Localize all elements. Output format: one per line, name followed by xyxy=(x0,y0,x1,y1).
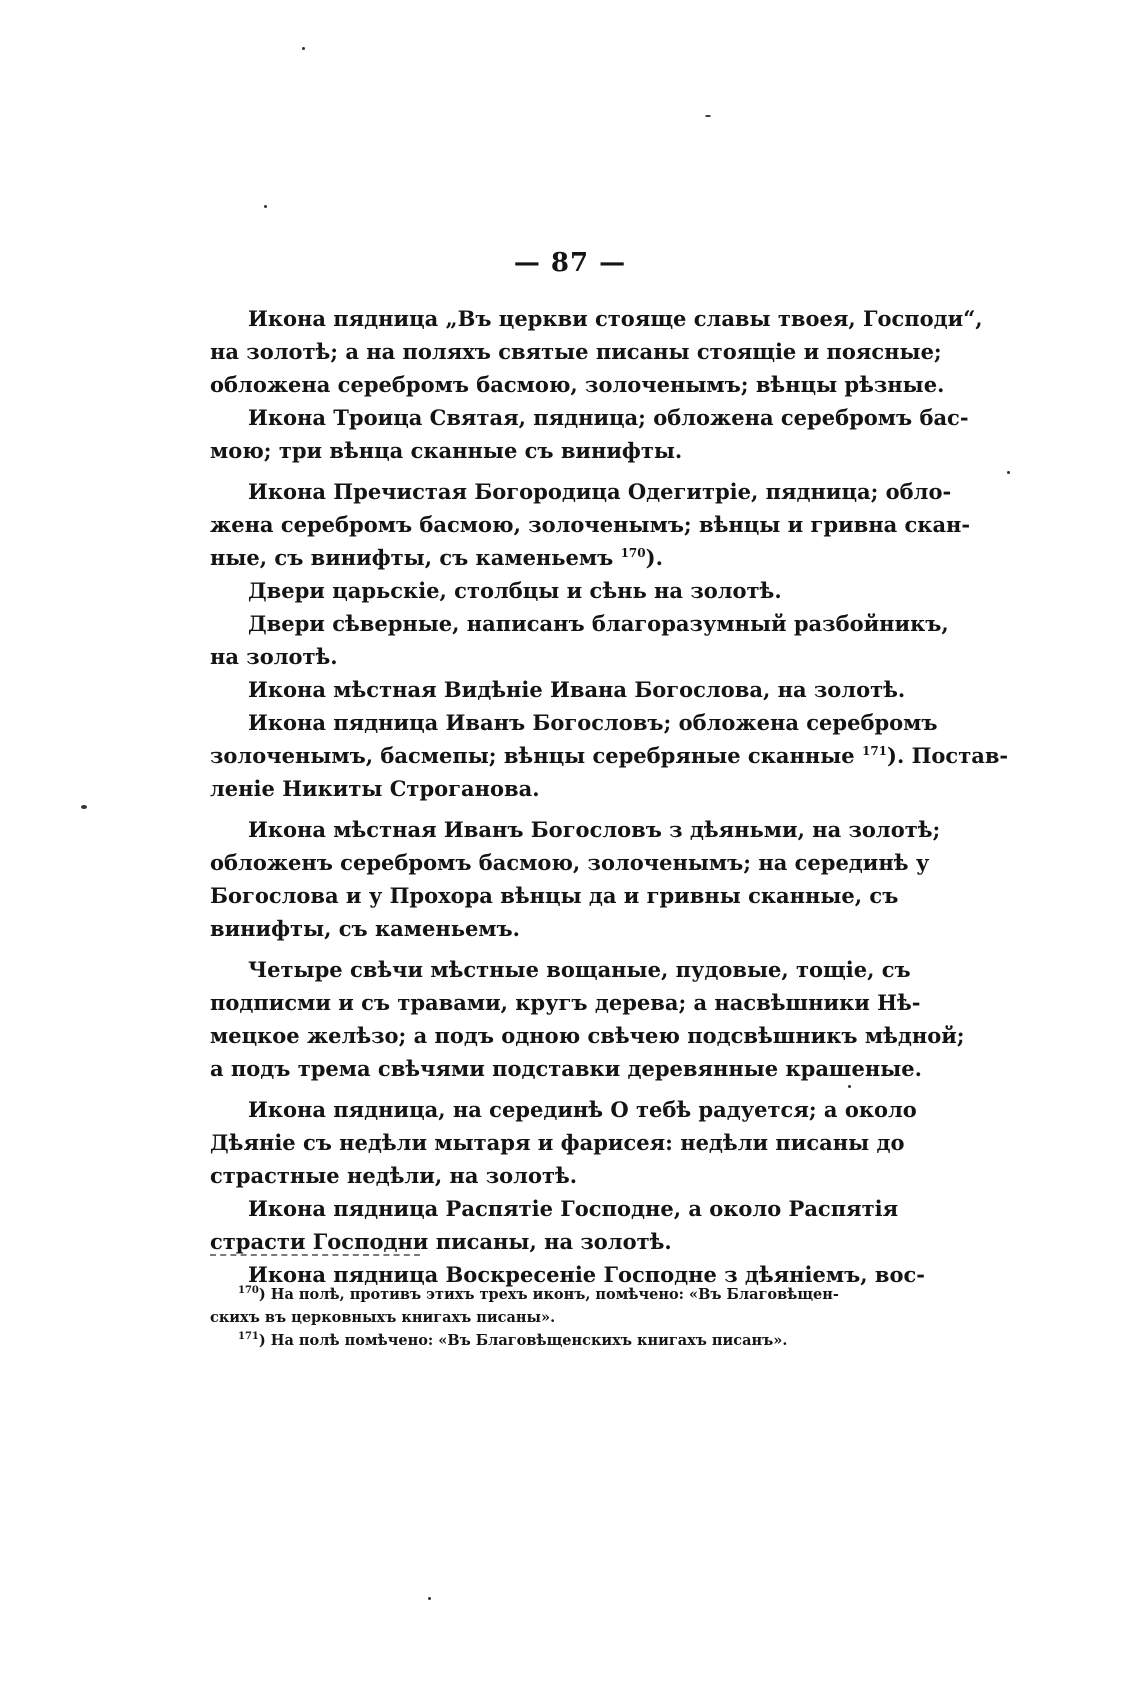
text-line: Икона Троица Святая, пядница; обложена серебромъ бас- xyxy=(248,405,969,430)
text-line: Икона пядница Воскресеніе Господне з дѣяніемъ, вос- xyxy=(248,1262,925,1287)
footnotes xyxy=(210,1283,839,1352)
scan-speck xyxy=(264,205,267,208)
text-line: Икона мѣстная Иванъ Богословъ з дѣяньми, на золотѣ; xyxy=(248,817,941,842)
footnote-text: ) На полѣ помѣчено: «Въ Благовѣщенскихъ книгахъ писанъ». xyxy=(258,1332,788,1349)
text-line: мецкое желѣзо; а подъ одною свѣчею подсвѣшникъ мѣдной; xyxy=(210,1023,965,1048)
text-line: Икона мѣстная Видѣніе Ивана Богослова, на золотѣ. xyxy=(248,677,906,702)
scan-speck xyxy=(848,1085,851,1088)
text-line: леніе Никиты Строганова. xyxy=(210,776,540,801)
footnote-separator xyxy=(210,1254,420,1256)
footnote-170 xyxy=(210,1283,839,1306)
text-line: Икона пядница „Въ церкви стояще славы твоея, Господи“, xyxy=(248,306,983,331)
footnote-ref-171: 171 xyxy=(861,744,888,758)
text-line-with-footnote-ref xyxy=(210,541,835,574)
text-line: подписми и съ травами, кругъ дерева; а насвѣшники Нѣ- xyxy=(210,990,921,1015)
text-line: мою; три вѣнца сканные съ винифты. xyxy=(210,438,683,463)
text-line: обложена серебромъ басмою, золоченымъ; вѣнцы рѣзные. xyxy=(210,372,945,397)
text-line: на золотѣ. xyxy=(210,644,338,669)
text-line: Двери царьскіе, столбцы и сѣнь на золотѣ. xyxy=(248,578,782,603)
scan-speck xyxy=(302,47,305,50)
text-line: страсти Господни писаны, на золотѣ. xyxy=(210,1229,672,1254)
scan-speck xyxy=(428,1597,431,1600)
text-line: Икона Пречистая Богородица Одегитріе, пядница; обло- xyxy=(248,479,952,504)
page-number: — 87 — xyxy=(513,248,627,278)
text-line: Двери сѣверные, написанъ благоразумный разбойникъ, xyxy=(248,611,949,636)
scan-speck xyxy=(1007,471,1010,474)
footnote-mark: 170 xyxy=(238,1285,259,1297)
body-text xyxy=(210,302,1009,1291)
text-line-with-footnote-ref xyxy=(210,739,1009,772)
text-line: на золотѣ; а на поляхъ святые писаны стоящіе и поясные; xyxy=(210,339,942,364)
text-line: Икона пядница, на серединѣ О тебѣ радуется; а около xyxy=(248,1097,917,1122)
text-line: винифты, съ каменьемъ. xyxy=(210,916,520,941)
text-fragment: ные, съ винифты, съ каменьемъ xyxy=(210,545,621,570)
text-line: а подъ трема свѣчями подставки деревянные крашеные. xyxy=(210,1056,922,1081)
text-fragment: золоченымъ, басмепы; вѣнцы серебряные сканные xyxy=(210,743,862,768)
footnote-ref-170: 170 xyxy=(620,546,646,560)
text-line: жена серебромъ басмою, золоченымъ; вѣнцы и гривна скан- xyxy=(210,512,971,537)
text-line: обложенъ серебромъ басмою, золоченымъ; на серединѣ у xyxy=(210,850,930,875)
text-line: Богослова и у Прохора вѣнцы да и гривны сканные, съ xyxy=(210,883,899,908)
footnote-mark: 171 xyxy=(238,1331,259,1343)
text-line: Четыре свѣчи мѣстные вощаные, пудовые, тощіе, съ xyxy=(248,957,911,982)
scan-speck xyxy=(705,115,711,117)
text-fragment: ). Постав- xyxy=(887,743,1009,768)
text-fragment: ). xyxy=(645,545,663,570)
scan-speck xyxy=(81,805,87,809)
text-line: Икона пядница Иванъ Богословъ; обложена серебромъ xyxy=(248,710,938,735)
text-line: Дѣяніе съ недѣли мытаря и фарисея: недѣли писаны до xyxy=(210,1130,905,1155)
text-line: страстные недѣли, на золотѣ. xyxy=(210,1163,578,1188)
footnote-text: ) На полѣ, противъ этихъ трехъ иконъ, помѣчено: «Въ Благовѣщен- xyxy=(258,1286,839,1303)
footnote-170-continuation: скихъ въ церковныхъ книгахъ писаны». xyxy=(210,1309,556,1326)
footnote-171 xyxy=(210,1329,835,1352)
text-line: Икона пядница Распятіе Господне, а около Распятія xyxy=(248,1196,899,1221)
